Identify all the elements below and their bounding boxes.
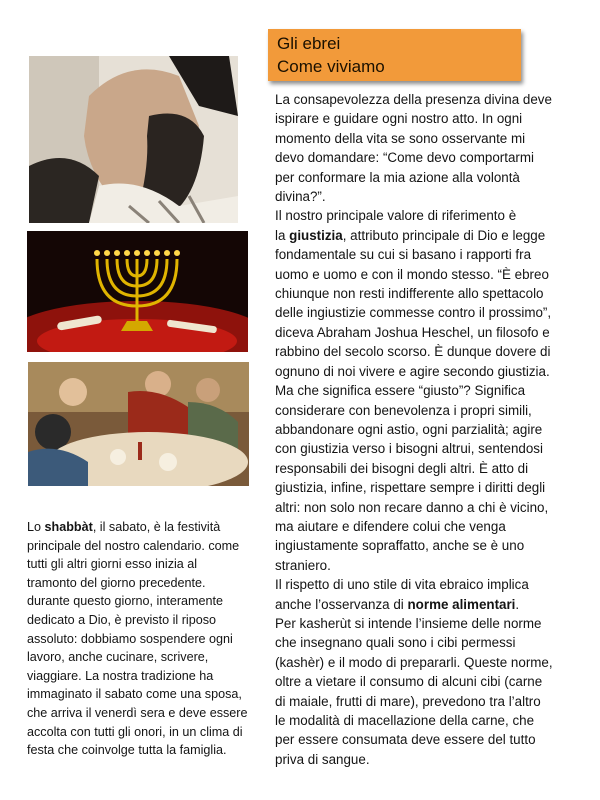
- text-line: [275, 362, 587, 381]
- text-line: [27, 574, 267, 593]
- title-line-2: Come viviamo: [277, 57, 385, 76]
- text-segment: le modalità di macellazione della carne, che: [275, 713, 535, 728]
- text-line: [275, 595, 587, 614]
- text-line: [275, 129, 587, 148]
- text-segment: divina?”.: [275, 189, 326, 205]
- text-segment: rabbino del secolo scorso. È dunque dovere di: [275, 344, 551, 360]
- text-line: [27, 648, 267, 667]
- title-line-1: Gli ebrei: [277, 34, 341, 53]
- text-line: [27, 723, 267, 742]
- text-segment: con giustizia verso i bisogni altrui, sentendosi: [275, 441, 543, 457]
- text-segment: straniero.: [275, 557, 331, 573]
- text-line: [275, 303, 587, 322]
- text-line: [275, 575, 587, 594]
- text-segment: Lo: [27, 520, 45, 534]
- text-line: [275, 381, 587, 400]
- text-segment: ispirare e guidare ogni nostro atto. In ogni: [275, 111, 523, 127]
- text-line: [275, 284, 587, 303]
- text-segment: , attributo principale di Dio e legge: [342, 227, 546, 243]
- text-line: [27, 667, 267, 686]
- text-line: [275, 614, 587, 633]
- text-segment: fondamentale su cui si basano i rapporti fra: [275, 247, 532, 263]
- text-segment: accolta con tutti gli onori, in un clima di: [27, 724, 243, 739]
- text-segment: assoluto: dobbiamo sospendere ogni: [27, 631, 233, 646]
- bold-term: norme alimentari: [407, 596, 516, 612]
- text-line: [275, 168, 587, 187]
- text-segment: che arriva il venerdì sera e deve essere: [27, 705, 248, 720]
- text-segment: la: [275, 227, 290, 243]
- text-segment: Per kasherùt si intende l’insieme delle norme: [275, 615, 542, 631]
- text-line: [27, 611, 267, 630]
- text-segment: anche l’osservanza di: [275, 596, 408, 612]
- text-segment: (kashèr) e il modo di prepararli. Queste norme,: [275, 654, 553, 670]
- text-segment: principale del nostro calendario. come: [27, 538, 240, 553]
- text-segment: delle ingiustizie commesse contro il prossimo”,: [275, 305, 552, 321]
- text-segment: Il nostro principale valore di riferimento è: [275, 208, 517, 224]
- text-line: [275, 401, 587, 420]
- text-line: [27, 741, 267, 760]
- text-line: [275, 187, 587, 206]
- text-segment: che insegnano quali sono i cibi permessi: [275, 635, 516, 651]
- text-segment: Ma che significa essere “giusto”? Significa: [275, 383, 526, 399]
- text-line: [27, 555, 267, 574]
- text-segment: oltre a vietare il consumo di alcuni cibi (carne: [275, 674, 543, 690]
- text-segment: responsabili dei bisogni degli altri. È atto di: [275, 460, 529, 476]
- text-line: [275, 459, 587, 478]
- text-segment: ma aiutare e difendere colui che venga: [275, 518, 506, 534]
- text-segment: durante questo giorno, interamente: [27, 594, 224, 609]
- text-line: [275, 633, 587, 652]
- text-segment: altri: non solo non recare danno a chi è vicino,: [275, 499, 549, 515]
- text-line: [27, 518, 267, 537]
- text-line: [275, 536, 587, 555]
- praying-man-photo: [29, 56, 238, 223]
- text-segment: giustizia, infine, rispettare sempre i diritti degli: [275, 480, 546, 496]
- text-line: [275, 517, 587, 536]
- text-segment: di maiale, frutti di mare), prevedono tra l’altro: [275, 693, 541, 709]
- text-line: [275, 342, 587, 361]
- text-line: [275, 265, 587, 284]
- text-line: [275, 692, 587, 711]
- text-line: [275, 439, 587, 458]
- text-segment: tutti gli altri giorni esso inizia al: [27, 557, 198, 572]
- text-line: [27, 685, 267, 704]
- text-line: [275, 711, 587, 730]
- text-segment: considerare con benevolenza i propri simili,: [275, 402, 532, 418]
- text-segment: , il sabato, è la festività: [92, 520, 221, 534]
- text-segment: lavoro, anche cucinare, scrivere,: [27, 650, 209, 665]
- title-box: [268, 29, 521, 81]
- text-line: [275, 556, 587, 575]
- text-line: [275, 478, 587, 497]
- text-segment: priva di sangue.: [275, 751, 370, 767]
- text-segment: momento della vita se sono osservante mi: [275, 130, 526, 146]
- text-line: [275, 730, 587, 749]
- text-line: [275, 226, 587, 245]
- text-segment: diceva Abraham Joshua Heschel, un filosofo e: [275, 324, 550, 340]
- text-segment: .: [515, 596, 520, 612]
- text-segment: viaggiare. La nostra tradizione ha: [27, 668, 214, 683]
- text-line: [275, 109, 587, 128]
- text-line: [275, 245, 587, 264]
- text-segment: per essere consumata deve essere del tutto: [275, 732, 536, 748]
- text-line: [275, 90, 587, 109]
- text-segment: ingiustamente sopraffatto, anche se è uno: [275, 538, 525, 554]
- main-text-column: [275, 90, 587, 769]
- text-line: [275, 148, 587, 167]
- text-segment: immaginato il sabato come una sposa,: [27, 687, 242, 702]
- text-segment: abbandonare ogni astio, ogni parzialità; agire: [275, 421, 543, 437]
- text-line: [27, 592, 267, 611]
- text-segment: Il rispetto di uno stile di vita ebraico implica: [275, 577, 529, 593]
- bold-term: giustizia: [289, 227, 343, 243]
- text-segment: chiunque non resti indifferente allo spettacolo: [275, 286, 544, 302]
- text-line: [275, 498, 587, 517]
- family-dinner-painting: [28, 362, 249, 486]
- text-line: [27, 630, 267, 649]
- text-line: [275, 206, 587, 225]
- text-segment: festa che coinvolge tutta la famiglia.: [27, 743, 227, 758]
- text-segment: tramonto del giorno precedente.: [27, 575, 206, 590]
- shabbat-text-column: [27, 518, 267, 760]
- text-line: [27, 704, 267, 723]
- text-line: [275, 420, 587, 439]
- text-line: [275, 750, 587, 769]
- text-line: [27, 537, 267, 556]
- menorah-photo: [27, 231, 248, 352]
- text-segment: devo domandare: “Come devo comportarmi: [275, 150, 535, 166]
- text-segment: dedicato a Dio, è previsto il riposo: [27, 612, 217, 627]
- bold-term: shabbàt: [44, 520, 93, 534]
- text-segment: uomo e uomo e con il mondo stesso. “È ebreo: [275, 266, 549, 282]
- text-segment: ognuno di noi vivere e agire secondo giustizia.: [275, 363, 550, 379]
- text-line: [275, 323, 587, 342]
- text-segment: La consapevolezza della presenza divina deve: [275, 92, 552, 107]
- text-line: [275, 672, 587, 691]
- text-line: [275, 653, 587, 672]
- text-segment: per conformare la mia azione alla volontà: [275, 169, 520, 185]
